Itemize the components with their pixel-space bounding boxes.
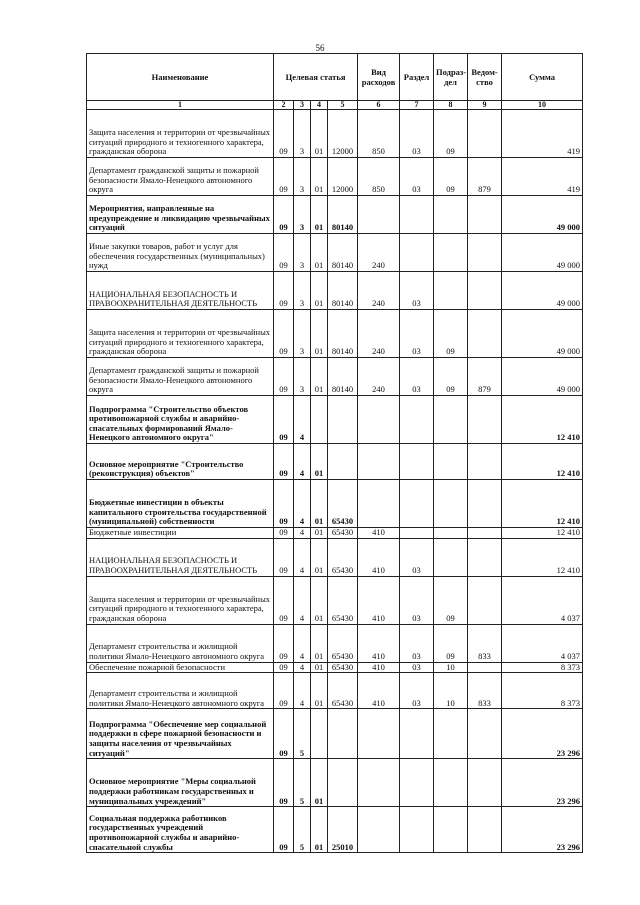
row-sum: 12 410	[502, 396, 583, 444]
section: 03	[400, 310, 434, 358]
section	[400, 759, 434, 807]
target-event: 01	[311, 234, 328, 272]
department	[468, 576, 502, 624]
target-subprogram: 4	[294, 576, 311, 624]
target-direction	[328, 444, 358, 480]
target-program: 09	[274, 538, 294, 576]
table-row	[87, 110, 583, 158]
target-program: 09	[274, 110, 294, 158]
target-direction: 80140	[328, 310, 358, 358]
expense-type: 240	[358, 272, 400, 310]
target-program: 09	[274, 624, 294, 662]
table-row	[87, 310, 583, 358]
target-subprogram: 4	[294, 444, 311, 480]
target-direction: 80140	[328, 358, 358, 396]
target-direction: 65430	[328, 673, 358, 709]
header-subsection: Подраз-дел	[434, 54, 468, 101]
department: 879	[468, 358, 502, 396]
department	[468, 480, 502, 528]
row-sum: 23 296	[502, 807, 583, 853]
department: 879	[468, 158, 502, 196]
page-number: 56	[315, 43, 325, 53]
expense-type: 410	[358, 673, 400, 709]
expense-type	[358, 480, 400, 528]
column-numbers-row	[87, 101, 583, 110]
header-expense-type: Вид расходов	[358, 54, 400, 101]
row-name: Основное мероприятие "Меры социальной поддержки работникам государственных и муниципальных учреждений"	[87, 759, 274, 807]
target-direction	[328, 709, 358, 759]
department	[468, 807, 502, 853]
section	[400, 480, 434, 528]
target-subprogram: 4	[294, 480, 311, 528]
target-event: 01	[311, 673, 328, 709]
row-name: Бюджетные инвестиции в объекты капитального строительства государственной (муниципальной) собственности	[87, 480, 274, 528]
subsection	[434, 272, 468, 310]
target-program: 09	[274, 807, 294, 853]
column-number: 3	[294, 101, 311, 110]
section: 03	[400, 576, 434, 624]
expense-type: 410	[358, 538, 400, 576]
table-row	[87, 624, 583, 662]
target-event: 01	[311, 538, 328, 576]
subsection	[434, 538, 468, 576]
target-subprogram: 5	[294, 759, 311, 807]
expense-type: 410	[358, 624, 400, 662]
table-row	[87, 396, 583, 444]
department	[468, 110, 502, 158]
department	[468, 234, 502, 272]
target-direction: 65430	[328, 662, 358, 673]
subsection: 09	[434, 110, 468, 158]
row-name: Подпрограмма "Строительство объектов противопожарной службы и аварийно-спасательных формирований Ямало-Ненецкого автономного округа"	[87, 396, 274, 444]
target-program: 09	[274, 396, 294, 444]
department	[468, 662, 502, 673]
row-name: Иные закупки товаров, работ и услуг для обеспечения государственных (муниципальных) нужд	[87, 234, 274, 272]
department	[468, 396, 502, 444]
row-sum: 8 373	[502, 662, 583, 673]
target-event: 01	[311, 576, 328, 624]
subsection	[434, 480, 468, 528]
expense-type	[358, 396, 400, 444]
table-row	[87, 528, 583, 539]
table-row	[87, 196, 583, 234]
target-program: 09	[274, 576, 294, 624]
row-sum: 49 000	[502, 196, 583, 234]
target-event: 01	[311, 310, 328, 358]
department	[468, 709, 502, 759]
section: 03	[400, 673, 434, 709]
header-sum: Сумма	[502, 54, 583, 101]
column-number: 10	[502, 101, 583, 110]
target-program: 09	[274, 662, 294, 673]
target-program: 09	[274, 528, 294, 539]
section: 03	[400, 110, 434, 158]
section	[400, 709, 434, 759]
subsection: 09	[434, 358, 468, 396]
table-row	[87, 709, 583, 759]
target-direction: 65430	[328, 538, 358, 576]
expense-type: 410	[358, 576, 400, 624]
table-row	[87, 272, 583, 310]
target-program: 09	[274, 358, 294, 396]
department	[468, 759, 502, 807]
expense-type: 850	[358, 110, 400, 158]
row-sum: 49 000	[502, 310, 583, 358]
row-name: НАЦИОНАЛЬНАЯ БЕЗОПАСНОСТЬ И ПРАВООХРАНИТЕЛЬНАЯ ДЕЯТЕЛЬНОСТЬ	[87, 272, 274, 310]
subsection: 09	[434, 624, 468, 662]
column-number: 1	[87, 101, 274, 110]
subsection	[434, 444, 468, 480]
table-row	[87, 759, 583, 807]
target-direction: 65430	[328, 528, 358, 539]
subsection: 10	[434, 662, 468, 673]
target-subprogram: 5	[294, 709, 311, 759]
expense-type: 240	[358, 234, 400, 272]
column-number: 9	[468, 101, 502, 110]
target-event: 01	[311, 624, 328, 662]
row-sum: 4 037	[502, 576, 583, 624]
row-sum: 8 373	[502, 673, 583, 709]
target-subprogram: 3	[294, 272, 311, 310]
target-event: 01	[311, 272, 328, 310]
target-direction: 12000	[328, 158, 358, 196]
department	[468, 528, 502, 539]
target-program: 09	[274, 234, 294, 272]
target-program: 09	[274, 709, 294, 759]
target-direction: 25010	[328, 807, 358, 853]
subsection	[434, 196, 468, 234]
target-program: 09	[274, 196, 294, 234]
target-direction	[328, 396, 358, 444]
row-sum: 12 410	[502, 528, 583, 539]
subsection	[434, 396, 468, 444]
table-body	[87, 110, 583, 853]
target-subprogram: 4	[294, 624, 311, 662]
target-subprogram: 3	[294, 234, 311, 272]
section: 03	[400, 662, 434, 673]
target-subprogram: 4	[294, 673, 311, 709]
target-program: 09	[274, 759, 294, 807]
target-subprogram: 3	[294, 158, 311, 196]
target-event: 01	[311, 110, 328, 158]
section	[400, 444, 434, 480]
department	[468, 196, 502, 234]
row-name: Защита населения и территории от чрезвычайных ситуаций природного и техногенного характера, гражданская оборона	[87, 576, 274, 624]
target-subprogram: 3	[294, 196, 311, 234]
section	[400, 396, 434, 444]
target-program: 09	[274, 673, 294, 709]
section: 03	[400, 624, 434, 662]
target-subprogram: 3	[294, 110, 311, 158]
row-sum: 23 296	[502, 709, 583, 759]
section: 03	[400, 158, 434, 196]
row-name: Обеспечение пожарной безопасности	[87, 662, 274, 673]
header-name: Наименование	[87, 54, 274, 101]
expense-type: 410	[358, 528, 400, 539]
header-department: Ведом-ство	[468, 54, 502, 101]
budget-table	[86, 53, 583, 853]
target-direction: 65430	[328, 624, 358, 662]
target-subprogram: 3	[294, 358, 311, 396]
target-event: 01	[311, 158, 328, 196]
expense-type	[358, 709, 400, 759]
section: 03	[400, 538, 434, 576]
expense-type	[358, 759, 400, 807]
subsection	[434, 709, 468, 759]
row-name: Подпрограмма "Обеспечение мер социальной поддержки в сфере пожарной безопасности и защиты населения от чрезвычайных ситуаций"	[87, 709, 274, 759]
section	[400, 528, 434, 539]
target-subprogram: 4	[294, 662, 311, 673]
expense-type: 240	[358, 310, 400, 358]
section: 03	[400, 272, 434, 310]
table-row	[87, 158, 583, 196]
table-row	[87, 673, 583, 709]
department: 833	[468, 673, 502, 709]
row-sum: 419	[502, 158, 583, 196]
row-name: Департамент строительства и жилищной политики Ямало-Ненецкого автономного округа	[87, 624, 274, 662]
subsection: 09	[434, 158, 468, 196]
subsection	[434, 528, 468, 539]
row-sum: 23 296	[502, 759, 583, 807]
table-row	[87, 538, 583, 576]
column-number: 7	[400, 101, 434, 110]
section	[400, 234, 434, 272]
target-event: 01	[311, 444, 328, 480]
section	[400, 807, 434, 853]
row-name: Основное мероприятие "Строительство (реконструкция) объектов"	[87, 444, 274, 480]
column-number: 8	[434, 101, 468, 110]
subsection	[434, 807, 468, 853]
department	[468, 272, 502, 310]
row-sum: 419	[502, 110, 583, 158]
table-row	[87, 358, 583, 396]
row-name: Защита населения и территории от чрезвычайных ситуаций природного и техногенного характера, гражданская оборона	[87, 110, 274, 158]
table-row	[87, 234, 583, 272]
subsection	[434, 234, 468, 272]
expense-type: 410	[358, 662, 400, 673]
target-event	[311, 709, 328, 759]
row-name: Департамент гражданской защиты и пожарной безопасности Ямало-Ненецкого автономного округа	[87, 358, 274, 396]
target-subprogram: 5	[294, 807, 311, 853]
target-event: 01	[311, 358, 328, 396]
table-row	[87, 480, 583, 528]
subsection: 10	[434, 673, 468, 709]
department: 833	[468, 624, 502, 662]
subsection: 09	[434, 310, 468, 358]
row-name: Мероприятия, направленные на предупреждение и ликвидацию чрезвычайных ситуаций	[87, 196, 274, 234]
column-number: 6	[358, 101, 400, 110]
target-event	[311, 396, 328, 444]
target-event: 01	[311, 662, 328, 673]
target-event: 01	[311, 528, 328, 539]
row-name: Социальная поддержка работников государственных учреждений противопожарной службы и аварийно-спасательной службы	[87, 807, 274, 853]
row-name: Защита населения и территории от чрезвычайных ситуаций природного и техногенного характера, гражданская оборона	[87, 310, 274, 358]
target-direction: 80140	[328, 234, 358, 272]
row-sum: 12 410	[502, 538, 583, 576]
expense-type	[358, 807, 400, 853]
row-sum: 49 000	[502, 358, 583, 396]
expense-type: 240	[358, 358, 400, 396]
target-event: 01	[311, 196, 328, 234]
row-name: НАЦИОНАЛЬНАЯ БЕЗОПАСНОСТЬ И ПРАВООХРАНИТЕЛЬНАЯ ДЕЯТЕЛЬНОСТЬ	[87, 538, 274, 576]
table-row	[87, 444, 583, 480]
subsection	[434, 759, 468, 807]
row-sum: 49 000	[502, 234, 583, 272]
department	[468, 444, 502, 480]
target-direction: 80140	[328, 196, 358, 234]
table-row	[87, 576, 583, 624]
row-sum: 49 000	[502, 272, 583, 310]
department	[468, 310, 502, 358]
column-number: 2	[274, 101, 294, 110]
target-subprogram: 3	[294, 310, 311, 358]
expense-type	[358, 444, 400, 480]
target-direction: 65430	[328, 480, 358, 528]
section	[400, 196, 434, 234]
row-name: Бюджетные инвестиции	[87, 528, 274, 539]
target-subprogram: 4	[294, 528, 311, 539]
row-sum: 12 410	[502, 444, 583, 480]
header-target-article: Целевая статья	[274, 54, 358, 101]
target-event: 01	[311, 480, 328, 528]
table-row	[87, 662, 583, 673]
target-program: 09	[274, 158, 294, 196]
table-row	[87, 807, 583, 853]
target-subprogram: 4	[294, 538, 311, 576]
target-program: 09	[274, 444, 294, 480]
expense-type: 850	[358, 158, 400, 196]
column-number: 5	[328, 101, 358, 110]
row-sum: 12 410	[502, 480, 583, 528]
target-program: 09	[274, 310, 294, 358]
target-direction	[328, 759, 358, 807]
target-program: 09	[274, 272, 294, 310]
target-direction: 80140	[328, 272, 358, 310]
target-subprogram: 4	[294, 396, 311, 444]
department	[468, 538, 502, 576]
row-name: Департамент гражданской защиты и пожарной безопасности Ямало-Ненецкого автономного округа	[87, 158, 274, 196]
header-section: Раздел	[400, 54, 434, 101]
column-number: 4	[311, 101, 328, 110]
subsection: 09	[434, 576, 468, 624]
table-header-row	[87, 54, 583, 101]
target-event: 01	[311, 759, 328, 807]
target-event: 01	[311, 807, 328, 853]
row-name: Департамент строительства и жилищной политики Ямало-Ненецкого автономного округа	[87, 673, 274, 709]
row-sum: 4 037	[502, 624, 583, 662]
target-program: 09	[274, 480, 294, 528]
expense-type	[358, 196, 400, 234]
target-direction: 12000	[328, 110, 358, 158]
section: 03	[400, 358, 434, 396]
target-direction: 65430	[328, 576, 358, 624]
